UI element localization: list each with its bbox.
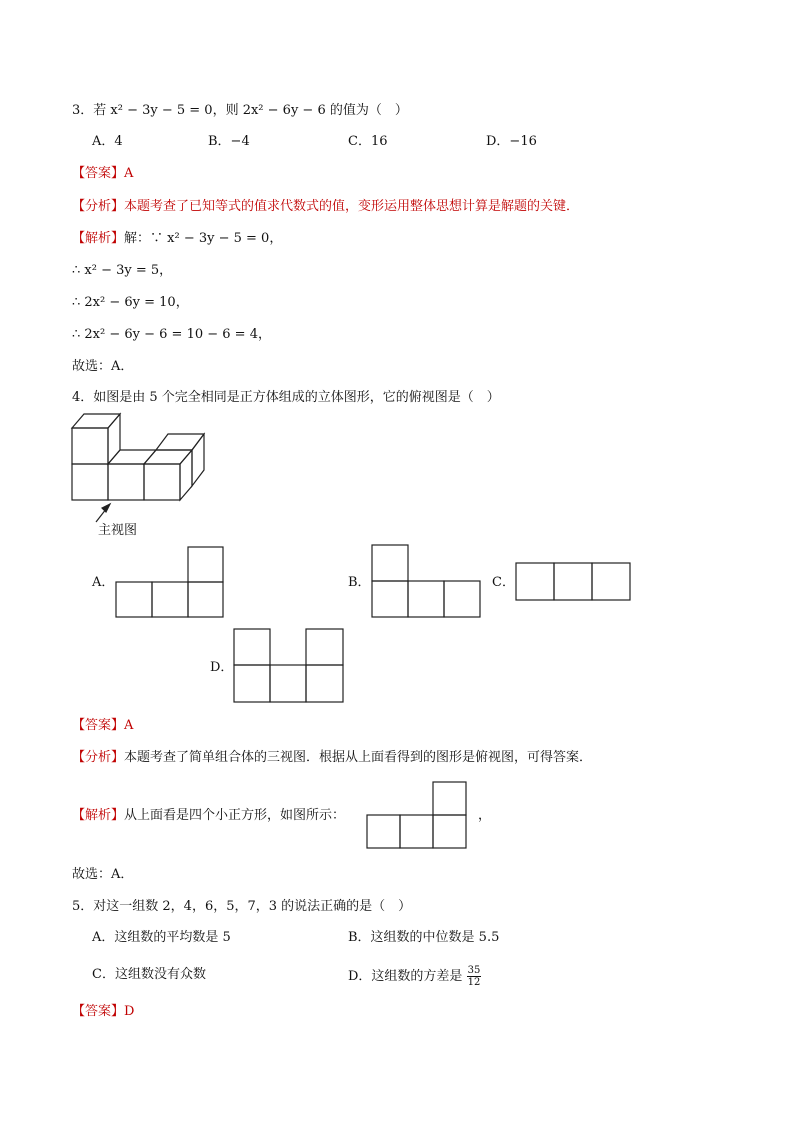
q3-stem: 3．若 x² − 3y − 5 = 0，则 2x² − 6y − 6 的值为（ ） [72, 103, 408, 118]
q5-option-b[interactable]: B．这组数的中位数是 5.5 [348, 930, 500, 945]
q5-answer [72, 1002, 134, 1022]
q3-answer [72, 164, 133, 184]
q4-option-a-label[interactable]: A． [92, 575, 115, 590]
q4-solution-figure [0, 0, 1, 1]
q4-solution [72, 806, 345, 826]
q5-option-d-label: D．这组数的方差是 [348, 969, 463, 984]
q3-solution-line-3: ∴ 2x² − 6y = 10， [72, 295, 189, 310]
q4-analysis [72, 748, 592, 768]
q5-stem: 5．对这一组数 2，4，6，5，7，3 的说法正确的是（ ） [72, 899, 412, 914]
q3-analysis [72, 197, 579, 217]
solution-text: 从上面看是四个小正方形，如图所示： [124, 808, 346, 823]
answer-tag: 【答案】 [72, 166, 125, 181]
solution-tag: 【解析】 [72, 231, 125, 246]
analysis-text: 本题考查了已知等式的值求代数式的值，变形运用整体思想计算是解题的关键． [124, 199, 580, 214]
figure-caption: 主视图 [98, 523, 138, 538]
q4-option-d-label[interactable]: D． [210, 660, 234, 675]
q4-option-c-label[interactable]: C． [492, 575, 515, 590]
q3-solution-line-1 [72, 229, 282, 249]
q3-conclusion: 故选：A． [72, 359, 134, 374]
q4-solution-suffix: ， [478, 808, 492, 823]
q3-solution-line-2: ∴ x² − 3y = 5， [72, 263, 173, 278]
solution-text: 解：∵ x² − 3y − 5 = 0， [124, 231, 283, 246]
analysis-tag: 【分析】 [72, 199, 125, 214]
q3-option-d[interactable]: D．−16 [486, 134, 537, 149]
answer-tag: 【答案】 [72, 1004, 125, 1019]
q4-answer [72, 716, 133, 736]
q4-option-b-label[interactable]: B． [348, 575, 371, 590]
q5-option-c[interactable]: C．这组数没有众数 [92, 967, 206, 982]
answer-value: A [124, 166, 134, 181]
analysis-tag: 【分析】 [72, 750, 125, 765]
q3-option-b[interactable]: B．−4 [208, 134, 250, 149]
q3-option-a[interactable]: A．4 [92, 134, 123, 149]
fraction-denominator: 12 [467, 977, 481, 988]
answer-value: D [124, 1004, 135, 1019]
q5-option-a[interactable]: A．这组数的平均数是 5 [92, 930, 231, 945]
fraction-numerator: 35 [467, 965, 481, 976]
answer-tag: 【答案】 [72, 718, 125, 733]
q3-solution-line-4: ∴ 2x² − 6y − 6 = 10 − 6 = 4， [72, 327, 271, 342]
q5-option-d[interactable] [348, 965, 481, 988]
q4-conclusion: 故选：A． [72, 867, 134, 882]
variance-fraction [467, 965, 482, 988]
analysis-text: 本题考查了简单组合体的三视图．根据从上面看得到的图形是俯视图，可得答案． [124, 750, 593, 765]
answer-value: A [124, 718, 134, 733]
q3-option-c[interactable]: C．16 [348, 134, 388, 149]
solution-tag: 【解析】 [72, 808, 125, 823]
q4-stem: 4．如图是由 5 个完全相同是正方体组成的立体图形，它的俯视图是（ ） [72, 390, 500, 405]
